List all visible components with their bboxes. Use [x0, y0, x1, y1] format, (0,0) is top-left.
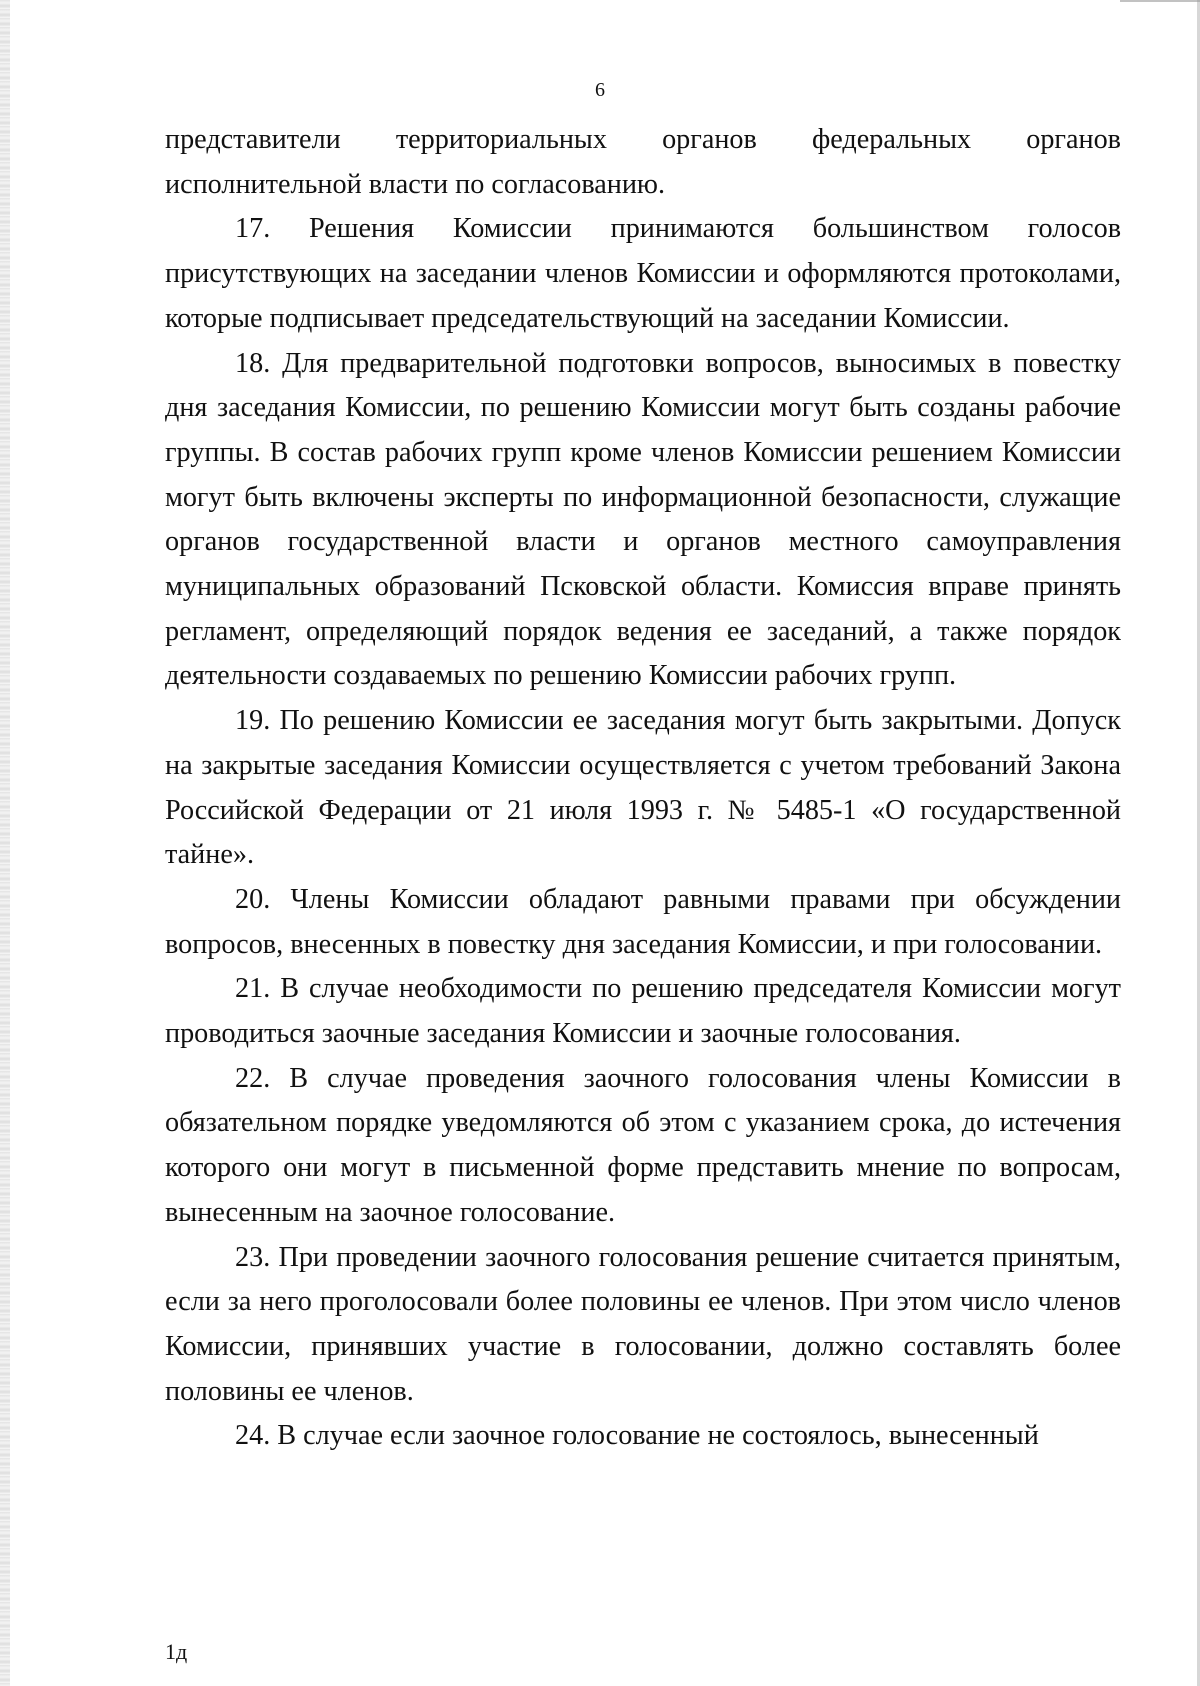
paragraph-24: 24. В случае если заочное голосование не состоялось, вынесенный — [235, 1420, 1039, 1452]
scan-edge-top — [1120, 0, 1200, 2]
paragraph-23: 23. При проведении заочного голосования решение считается принятым, если за него проголосовали более половины ее членов. При этом число членов Комиссии, принявших участие в голосовании, должно составлять более половины ее членов. — [165, 1241, 1121, 1407]
paragraph-17: 17. Решения Комиссии принимаются большинством голосов присутствующих на заседании членов Комиссии и оформляются протоколами, которые подписывает председательствующий на заседании Комиссии. — [165, 213, 1121, 334]
paragraph-22: 22. В случае проведения заочного голосования члены Комиссии в обязательном порядке уведомляются об этом с указанием срока, до истечения которого они могут в письменной форме представить мнение по вопросам, вынесенным на заочное голосование. — [165, 1062, 1121, 1228]
paragraph-21: 21. В случае необходимости по решению председателя Комиссии могут проводиться заочные заседания Комиссии и заочные голосования. — [165, 973, 1121, 1050]
scan-edge-left — [0, 0, 10, 1686]
page-number: 6 — [595, 79, 605, 101]
document-body — [165, 118, 1121, 1459]
paragraph-19: 19. По решению Комиссии ее заседания могут быть закрытыми. Допуск на закрытые заседания Комиссии осуществляется с учетом требований Закона Российской Федерации от 21 июля 1993 г. № 5485-1 «О государственной тайне». — [165, 705, 1121, 871]
paragraph-20: 20. Члены Комиссии обладают равными правами при обсуждении вопросов, внесенных в повестку дня заседания Комиссии, и при голосовании. — [165, 883, 1121, 960]
paragraph-continuation: представители территориальных органов федеральных органов исполнительной власти по согласованию. — [165, 124, 1121, 200]
paragraph-18: 18. Для предварительной подготовки вопросов, выносимых в повестку дня заседания Комиссии, по решению Комиссии могут быть созданы рабочие группы. В состав рабочих групп кроме членов Комиссии решением Комиссии могут быть включены эксперты по информационной безопасности, служащие органов государственной власти и органов местного самоуправления муниципальных образований Псковской области. Комиссия вправе принять регламент, определяющий порядок ведения ее заседаний, а также порядок деятельности создаваемых по решению Комиссии рабочих групп. — [165, 347, 1121, 692]
footer-code: 1д — [165, 1639, 188, 1664]
